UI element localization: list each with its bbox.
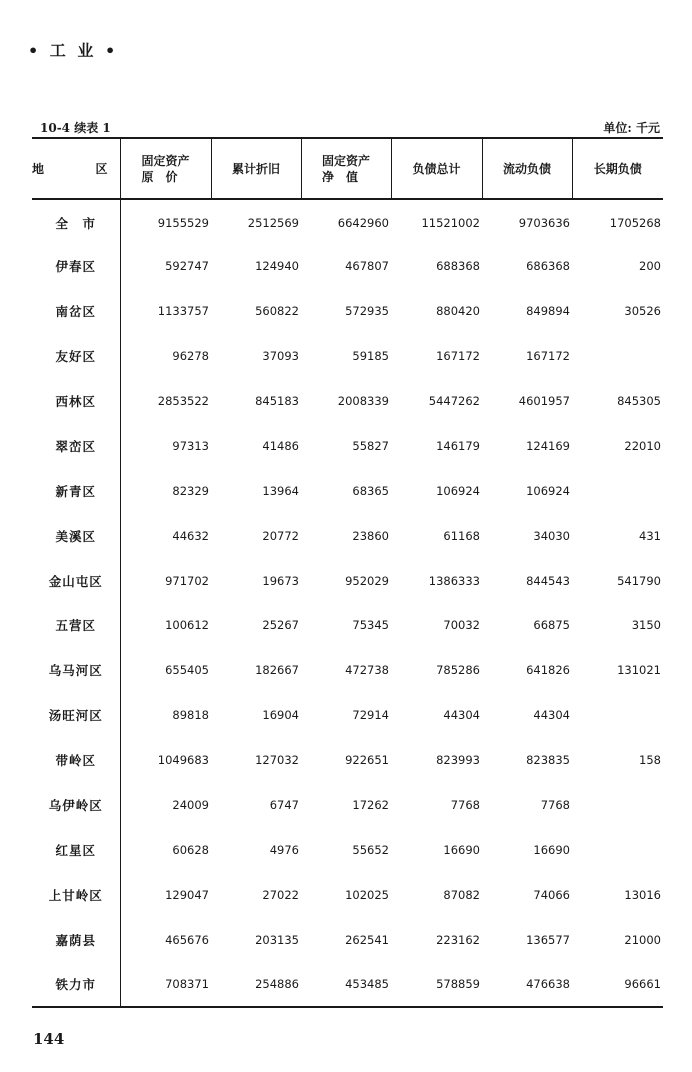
value-cell <box>572 827 663 872</box>
header-total-liabilities: 负债总计 <box>391 138 482 199</box>
value-cell: 592747 <box>165 259 209 274</box>
value-cell: 262541 <box>345 932 389 947</box>
value-cell: 708371 <box>120 962 211 1007</box>
value-cell: 431 <box>639 528 661 543</box>
value-cell: 19673 <box>262 573 299 588</box>
value-cell: 4976 <box>269 842 299 857</box>
value-cell: 13964 <box>262 483 299 498</box>
value-cell: 922651 <box>345 753 389 768</box>
value-cell: 41486 <box>262 438 299 453</box>
value-cell: 127032 <box>255 753 299 768</box>
value-cell: 106924 <box>436 483 480 498</box>
value-cell: 844543 <box>526 573 570 588</box>
value-cell: 572935 <box>345 304 389 319</box>
value-cell: 203135 <box>255 932 299 947</box>
value-cell: 82329 <box>172 483 209 498</box>
value-cell: 97313 <box>172 438 209 453</box>
value-cell: 952029 <box>345 573 389 588</box>
region-cell: 南岔区 <box>32 289 120 334</box>
value-cell: 6642960 <box>337 215 389 230</box>
table-row <box>32 738 663 783</box>
value-cell: 182667 <box>255 663 299 678</box>
value-cell: 87082 <box>443 887 480 902</box>
value-cell: 72914 <box>352 708 389 723</box>
value-cell: 688368 <box>436 259 480 274</box>
value-cell: 11521002 <box>421 215 480 230</box>
table-row <box>32 872 663 917</box>
value-cell: 971702 <box>165 573 209 588</box>
value-cell: 200 <box>639 259 661 274</box>
value-cell: 3150 <box>631 618 661 633</box>
value-cell: 823835 <box>526 753 570 768</box>
value-cell: 13016 <box>624 887 661 902</box>
table-body <box>32 199 663 1007</box>
table-row <box>32 783 663 828</box>
value-cell: 845305 <box>617 394 661 408</box>
table-row <box>32 423 663 468</box>
value-cell: 9155529 <box>157 215 209 230</box>
value-cell: 131021 <box>617 663 661 678</box>
value-cell: 16904 <box>262 708 299 723</box>
value-cell: 68365 <box>352 483 389 498</box>
value-cell: 55827 <box>352 438 389 453</box>
table-row <box>32 468 663 513</box>
value-cell: 20772 <box>262 528 299 543</box>
value-cell <box>572 468 663 513</box>
value-cell: 7768 <box>540 798 570 813</box>
value-cell <box>572 334 663 379</box>
value-cell: 254886 <box>211 962 301 1007</box>
table-row <box>32 244 663 289</box>
region-cell: 伊春区 <box>32 244 120 289</box>
region-cell: 上甘岭区 <box>32 872 120 917</box>
value-cell: 21000 <box>624 932 661 947</box>
region-cell: 乌马河区 <box>32 648 120 693</box>
value-cell: 1705268 <box>609 215 661 230</box>
value-cell: 6747 <box>269 798 299 813</box>
value-cell: 472738 <box>345 663 389 678</box>
region-cell: 友好区 <box>32 334 120 379</box>
value-cell: 1049683 <box>157 753 209 768</box>
value-cell: 9703636 <box>518 215 570 230</box>
region-cell: 新青区 <box>32 468 120 513</box>
value-cell: 655405 <box>165 663 209 678</box>
value-cell: 102025 <box>345 887 389 902</box>
value-cell: 44304 <box>533 708 570 723</box>
value-cell: 2008339 <box>337 394 389 408</box>
region-cell: 红星区 <box>32 827 120 872</box>
page-number: 144 <box>33 1030 65 1048</box>
value-cell: 16690 <box>533 842 570 857</box>
table-header-row <box>32 138 663 199</box>
table-row <box>32 334 663 379</box>
value-cell: 74066 <box>533 887 570 902</box>
value-cell: 1133757 <box>157 304 209 319</box>
value-cell: 23860 <box>352 528 389 543</box>
value-cell: 785286 <box>436 663 480 678</box>
value-cell: 55652 <box>352 842 389 857</box>
value-cell: 59185 <box>352 349 389 364</box>
value-cell <box>572 783 663 828</box>
header-depreciation: 累计折旧 <box>211 138 301 199</box>
region-cell: 翠峦区 <box>32 423 120 468</box>
value-cell: 75345 <box>352 618 389 633</box>
value-cell: 44632 <box>172 528 209 543</box>
region-cell: 金山屯区 <box>32 558 120 603</box>
region-cell: 汤旺河区 <box>32 693 120 738</box>
page-header: • 工 业 • <box>28 41 119 60</box>
table-row <box>32 693 663 738</box>
value-cell: 641826 <box>526 663 570 678</box>
value-cell: 467807 <box>345 259 389 274</box>
value-cell: 136577 <box>526 932 570 947</box>
table-number: 10-4 续表 1 <box>40 121 111 135</box>
value-cell: 89818 <box>172 708 209 723</box>
header-original-value: 固定资产 原 价 <box>120 138 211 199</box>
header-current-liabilities: 流动负债 <box>482 138 572 199</box>
value-cell: 560822 <box>255 304 299 319</box>
value-cell: 465676 <box>165 932 209 947</box>
table-row <box>32 199 663 244</box>
value-cell: 167172 <box>526 349 570 364</box>
value-cell: 24009 <box>172 798 209 813</box>
value-cell: 100612 <box>165 618 209 633</box>
value-cell: 476638 <box>482 962 572 1007</box>
value-cell: 223162 <box>436 932 480 947</box>
table-row <box>32 379 663 424</box>
value-cell: 686368 <box>526 259 570 274</box>
value-cell: 44304 <box>443 708 480 723</box>
value-cell: 60628 <box>172 842 209 857</box>
table-row <box>32 513 663 558</box>
region-cell: 乌伊岭区 <box>32 783 120 828</box>
table-row <box>32 558 663 603</box>
region-cell: 铁力市 <box>32 962 120 1007</box>
value-cell: 70032 <box>443 618 480 633</box>
value-cell: 61168 <box>443 528 480 543</box>
value-cell: 2512569 <box>247 215 299 230</box>
value-cell: 30526 <box>624 304 661 319</box>
header-net-value: 固定资产 净 值 <box>301 138 391 199</box>
region-cell: 全 市 <box>32 199 120 244</box>
value-cell: 823993 <box>436 753 480 768</box>
value-cell: 37093 <box>262 349 299 364</box>
value-cell: 27022 <box>262 887 299 902</box>
region-cell: 带岭区 <box>32 738 120 783</box>
value-cell: 129047 <box>165 887 209 902</box>
value-cell: 22010 <box>624 438 661 453</box>
region-cell: 嘉荫县 <box>32 917 120 962</box>
value-cell: 849894 <box>526 304 570 319</box>
value-cell: 158 <box>639 753 661 768</box>
value-cell: 106924 <box>526 483 570 498</box>
value-cell: 7768 <box>450 798 480 813</box>
value-cell: 96278 <box>172 349 209 364</box>
value-cell: 5447262 <box>428 394 480 408</box>
value-cell: 34030 <box>533 528 570 543</box>
value-cell: 453485 <box>301 962 391 1007</box>
value-cell: 146179 <box>436 438 480 453</box>
value-cell: 17262 <box>352 798 389 813</box>
value-cell: 4601957 <box>518 394 570 408</box>
header-long-term-liabilities: 长期负债 <box>572 138 663 199</box>
value-cell: 845183 <box>255 394 299 408</box>
value-cell: 541790 <box>617 573 661 588</box>
value-cell: 124169 <box>526 438 570 453</box>
table-row <box>32 827 663 872</box>
value-cell <box>572 693 663 738</box>
table-row <box>32 917 663 962</box>
header-region: 地 区 <box>32 138 120 199</box>
value-cell: 167172 <box>436 349 480 364</box>
statistics-table <box>32 137 663 1008</box>
value-cell: 96661 <box>572 962 663 1007</box>
value-cell: 66875 <box>533 618 570 633</box>
value-cell: 124940 <box>255 259 299 274</box>
value-cell: 578859 <box>391 962 482 1007</box>
value-cell: 25267 <box>262 618 299 633</box>
unit-label: 单位: 千元 <box>603 121 660 135</box>
table-row <box>32 648 663 693</box>
region-cell: 西林区 <box>32 379 120 424</box>
region-cell: 五营区 <box>32 603 120 648</box>
table-row <box>32 603 663 648</box>
value-cell: 16690 <box>443 842 480 857</box>
table-row <box>32 289 663 334</box>
region-cell: 美溪区 <box>32 513 120 558</box>
table-row <box>32 962 663 1007</box>
value-cell: 880420 <box>436 304 480 319</box>
value-cell: 1386333 <box>428 573 480 588</box>
value-cell: 2853522 <box>157 394 209 408</box>
